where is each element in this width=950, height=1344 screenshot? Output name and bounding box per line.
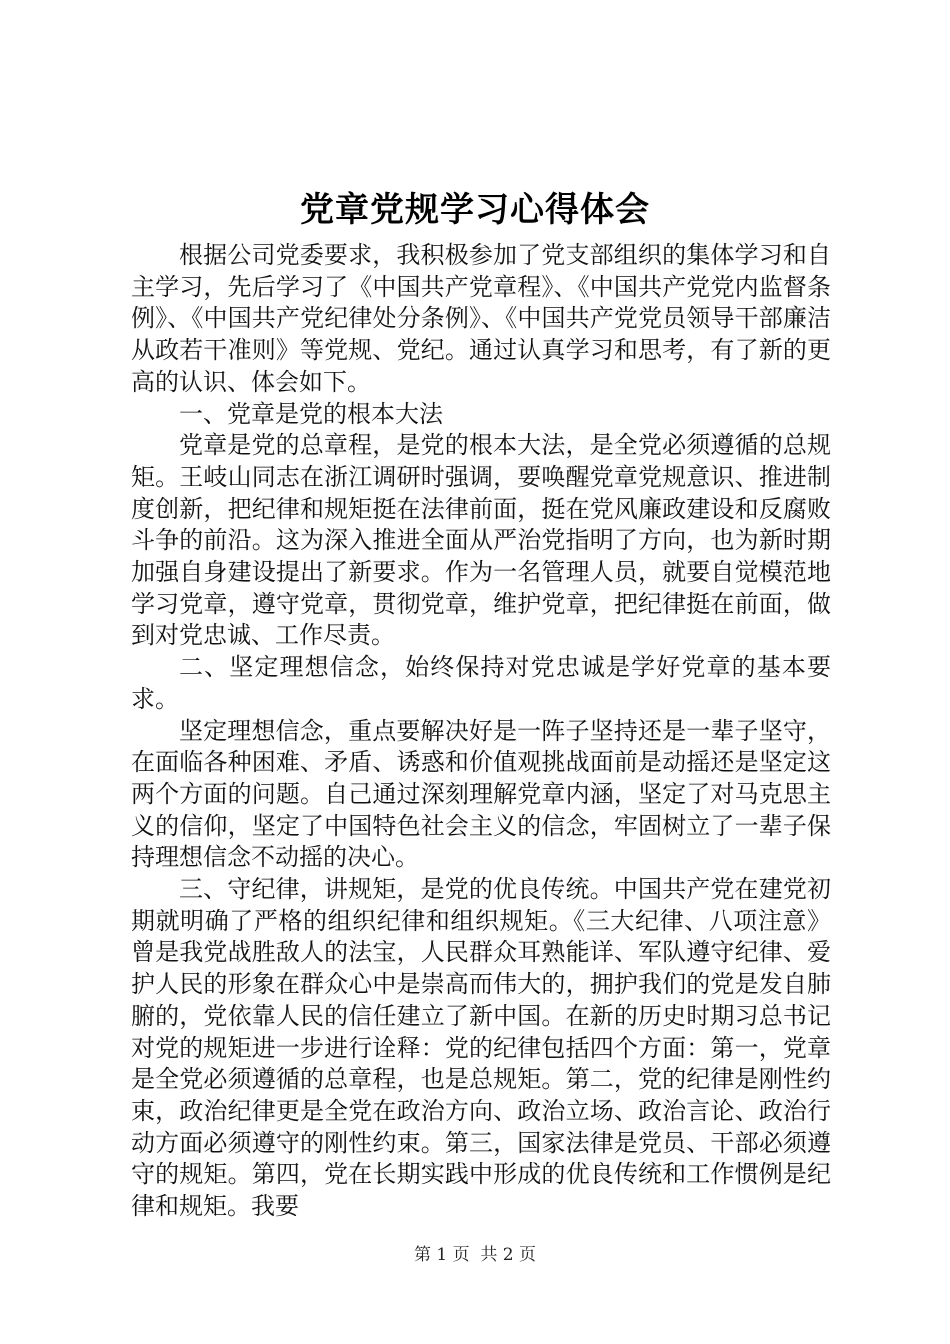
page-number: 第 1 页 共 2 页 [413,1245,537,1265]
section-heading-1: 一、党章是党的根本大法 [179,399,443,428]
paragraph-section-3: 三、守纪律，讲规矩，是党的优良传统。中国共产党在建党初期就明确了严格的组织纪律和组织规矩。《三大纪律、八项注意》曾是我党战胜敌人的法宝，人民群众耳熟能详、军队遵守纪律、爱护人民的形象在群众心中是崇高而伟大的，拥护我们的党是发自肺腑的，党依靠人民的信任建立了新中国。在新的历史时期习总书记对党的规矩进一步进行诠释：党的纪律包括四个方面：第一，党章是全党必须遵循的总章程，也是总规矩。第二，党的纪律是刚性约束，政治纪律更是全党在政治方向、政治立场、政治言论、政治行动方面必须遵守的刚性约束。第三，国家法律是党员、干部必须遵守的规矩。第四，党在长期实践中形成的优良传统和工作惯例是纪律和规矩。我要 [131,875,831,1221]
page-footer [0,1240,950,1265]
document-title: 党章党规学习心得体会 [300,190,650,230]
document-body [131,240,831,1223]
paragraph-section-1: 党章是党的总章程，是党的根本大法，是全党必须遵循的总规矩。王岐山同志在浙江调研时强调，要唤醒党章党规意识、推进制度创新，把纪律和规矩挺在法律前面，挺在党风廉政建设和反腐败斗争的前沿。这为深入推进全面从严治党指明了方向，也为新时期加强自身建设提出了新要求。作为一名管理人员，就要自觉模范地学习党章，遵守党章，贯彻党章，维护党章，把纪律挺在前面，做到对党忠诚、工作尽责。 [131,431,831,650]
section-heading-2: 二、坚定理想信念，始终保持对党忠诚是学好党章的基本要求。 [131,653,831,713]
paragraph-section-2: 坚定理想信念，重点要解决好是一阵子坚持还是一辈子坚守，在面临各种困难、矛盾、诱惑和价值观挑战面前是动摇还是坚定这两个方面的问题。自己通过深刻理解党章内涵，坚定了对马克思主义的信仰，坚定了中国特色社会主义的信念，牢固树立了一辈子保持理想信念不动摇的决心。 [131,716,831,872]
paragraph-intro: 根据公司党委要求，我积极参加了党支部组织的集体学习和自主学习，先后学习了《中国共产党章程》、《中国共产党党内监督条例》、《中国共产党纪律处分条例》、《中国共产党党员领导干部廉洁从政若干准则》等党规、党纪。通过认真学习和思考，有了新的更高的认识、体会如下。 [131,241,831,396]
